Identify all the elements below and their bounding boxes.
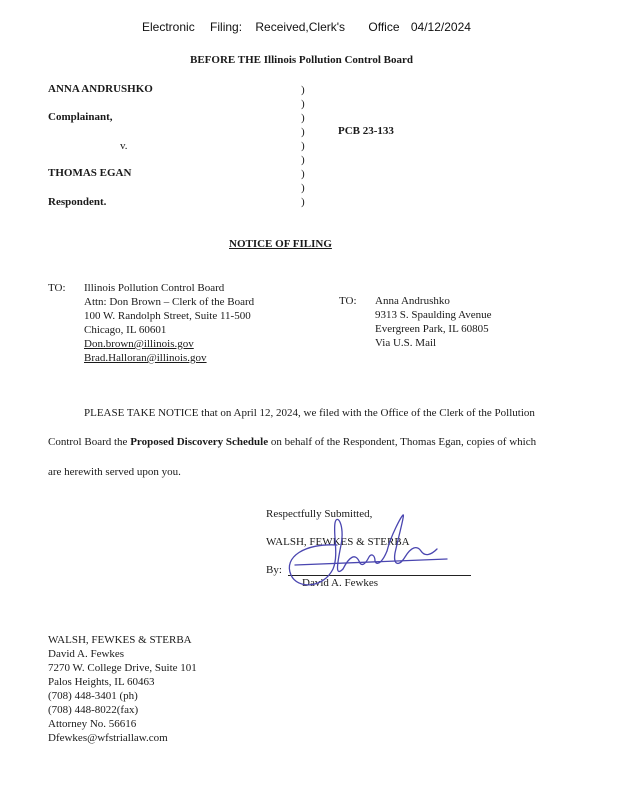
notice-title: NOTICE OF FILING [229,238,332,250]
to-right-label: TO: [339,295,357,307]
signer-name: David A. Fewkes [302,577,379,589]
board-heading: BEFORE THE Illinois Pollution Control Board [190,54,414,66]
versus: v. [120,140,128,152]
email-link-halloran[interactable]: Brad.Halloran@illinois.gov [84,352,207,364]
stamp-filing: Filing: [210,20,243,34]
stamp-date: 04/12/2024 [410,20,471,34]
bracket: ) [301,140,305,152]
address-line: Illinois Pollution Control Board [84,282,225,294]
footer-email[interactable]: Dfewkes@wfstriallaw.com [48,732,168,744]
address-line: Evergreen Park, IL 60805 [375,323,489,335]
bracket: ) [301,126,305,138]
signature-by: By: [266,564,282,576]
footer-firm: WALSH, FEWKES & STERBA [48,634,192,646]
footer-address-1: 7270 W. College Drive, Suite 101 [48,662,197,674]
stamp-received: Received,Clerk's [255,20,346,34]
address-line: Via U.S. Mail [375,337,437,349]
address-line: Attn: Don Brown – Clerk of the Board [84,296,255,308]
footer-phone: (708) 448-3401 (ph) [48,690,138,702]
complainant-role: Complainant, [48,111,113,123]
bracket: ) [301,196,305,208]
footer-fax: (708) 448-8022(fax) [48,704,139,716]
document-title: Proposed Discovery Schedule [130,436,269,448]
handwritten-signature [275,505,455,595]
bracket: ) [301,168,305,180]
footer-address-2: Palos Heights, IL 60463 [48,676,155,688]
stamp-electronic: Electronic [142,20,195,34]
address-line: Anna Andrushko [375,295,450,307]
closing: Respectfully Submitted, [266,508,373,520]
caption-brackets [301,83,305,209]
bracket: ) [301,98,305,110]
footer-attorney-number: Attorney No. 56616 [48,718,137,730]
filing-stamp [142,20,471,34]
notice-body-line-3: are herewith served upon you. [48,466,181,478]
bracket: ) [301,112,305,124]
respondent-name: THOMAS EGAN [48,167,132,179]
to-left-address [84,281,254,365]
body-text: on behalf of the Respondent, Thomas Egan, copies of which [268,436,537,448]
bracket: ) [301,154,305,166]
bracket: ) [301,84,305,96]
body-text: Control Board the [48,436,131,448]
footer-attorney: David A. Fewkes [48,648,125,660]
stamp-office: Office [368,20,400,34]
email-link-clerk[interactable]: Don.brown@illinois.gov [84,338,194,350]
address-line: 100 W. Randolph Street, Suite 11-500 [84,310,251,322]
notice-body-line-2 [48,436,536,448]
to-right-address [375,294,492,350]
to-left-label: TO: [48,282,66,294]
complainant-name: ANNA ANDRUSHKO [48,83,153,95]
address-line: 9313 S. Spaulding Avenue [375,309,492,321]
notice-body-line-1: PLEASE TAKE NOTICE that on April 12, 2024, we filed with the Office of the Clerk of the Pollution [84,407,535,419]
signature-firm: WALSH, FEWKES & STERBA [266,536,410,548]
respondent-role: Respondent. [48,196,107,208]
footer-contact [48,633,197,745]
case-number: PCB 23-133 [338,125,394,137]
bracket: ) [301,182,305,194]
address-line: Chicago, IL 60601 [84,324,167,336]
